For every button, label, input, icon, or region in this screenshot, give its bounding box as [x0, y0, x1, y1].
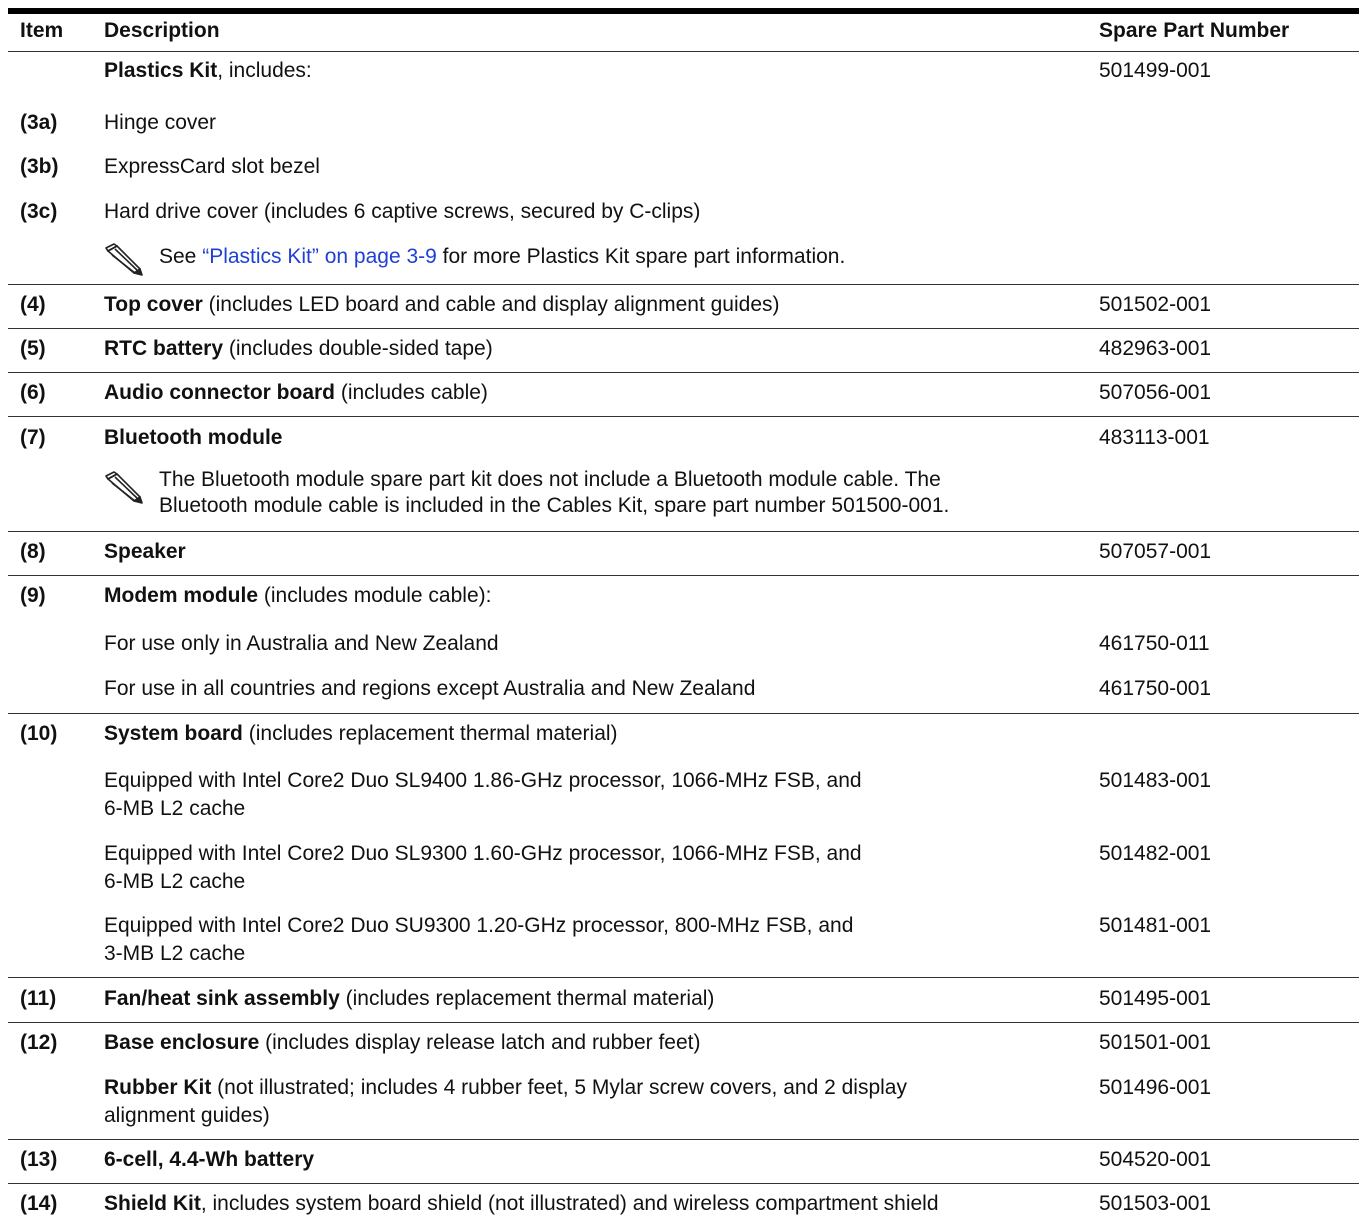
- row-4-item: (4): [20, 293, 46, 316]
- row-separator: [8, 575, 1359, 576]
- row-12-desc: Base enclosure (includes display release latch and rubber feet): [104, 1031, 701, 1054]
- row-8-part: 507057-001: [1099, 540, 1212, 563]
- row-5-part: 482963-001: [1099, 337, 1212, 360]
- row-9-desc: Modem module (includes module cable):: [104, 584, 492, 607]
- row-3c-desc: Hard drive cover (includes 6 captive screws, secured by C-clips): [104, 200, 701, 223]
- row-13-part: 504520-001: [1099, 1148, 1212, 1171]
- row-plastics-kit-desc: Plastics Kit, includes:: [104, 59, 312, 82]
- row-10b-line1: Equipped with Intel Core2 Duo SL9300 1.60-GHz processor, 1066-MHz FSB, and: [104, 842, 862, 865]
- row-8-item: (8): [20, 540, 46, 563]
- row-9a-desc: For use only in Australia and New Zealand: [104, 632, 499, 655]
- row-3b-item: (3b): [20, 155, 59, 178]
- row-3a-desc: Hinge cover: [104, 111, 217, 134]
- row-14-item: (14): [20, 1192, 58, 1215]
- row-7-item: (7): [20, 426, 46, 449]
- row-5-desc: RTC battery (includes double-sided tape): [104, 337, 493, 360]
- row-10c-line1: Equipped with Intel Core2 Duo SU9300 1.20-GHz processor, 800-MHz FSB, and: [104, 914, 854, 937]
- row-9a-part: 461750-011: [1099, 632, 1210, 655]
- row-separator: [8, 1022, 1359, 1023]
- note-bluetooth-line2: Bluetooth module cable is included in the Cables Kit, spare part number 501500-001.: [159, 494, 950, 517]
- note-bluetooth-line1: The Bluetooth module spare part kit does not include a Bluetooth module cable. The: [159, 468, 941, 491]
- row-separator: [8, 372, 1359, 373]
- row-7-desc: Bluetooth module: [104, 426, 283, 449]
- row-10a-part: 501483-001: [1099, 769, 1212, 792]
- row-8-desc: Speaker: [104, 540, 186, 563]
- row-10-item: (10): [20, 722, 58, 745]
- row-10c-line2: 3-MB L2 cache: [104, 942, 246, 965]
- row-10a-line2: 6-MB L2 cache: [104, 797, 246, 820]
- row-14-part: 501503-001: [1099, 1192, 1212, 1215]
- header-spare-part-number: Spare Part Number: [1099, 19, 1290, 42]
- header-item: Item: [20, 19, 64, 42]
- row-9b-part: 461750-001: [1099, 677, 1212, 700]
- row-3a-item: (3a): [20, 111, 58, 134]
- row-rubber-kit-line2: alignment guides): [104, 1104, 270, 1127]
- row-7-part: 483113-001: [1099, 426, 1210, 449]
- row-9-item: (9): [20, 584, 46, 607]
- row-6-desc: Audio connector board (includes cable): [104, 381, 488, 404]
- table-top-rule: [8, 8, 1359, 14]
- row-plastics-kit-part: 501499-001: [1099, 59, 1212, 82]
- row-11-item: (11): [20, 987, 57, 1010]
- note-pencil-icon: [104, 470, 144, 504]
- row-10b-line2: 6-MB L2 cache: [104, 870, 246, 893]
- header-description: Description: [104, 19, 220, 42]
- row-14-desc: Shield Kit, includes system board shield (not illustrated) and wireless compartment shield: [104, 1192, 939, 1215]
- row-rubber-kit-line1: Rubber Kit (not illustrated; includes 4 rubber feet, 5 Mylar screw covers, and 2 display: [104, 1076, 907, 1099]
- row-11-part: 501495-001: [1099, 987, 1212, 1010]
- row-10c-part: 501481-001: [1099, 914, 1212, 937]
- row-3b-desc: ExpressCard slot bezel: [104, 155, 320, 178]
- row-separator: [8, 284, 1359, 285]
- row-13-desc: 6-cell, 4.4-Wh battery: [104, 1148, 315, 1171]
- row-12-item: (12): [20, 1031, 58, 1054]
- row-12-part: 501501-001: [1099, 1031, 1212, 1054]
- row-9b-desc: For use in all countries and regions except Australia and New Zealand: [104, 677, 756, 700]
- row-separator: [8, 531, 1359, 532]
- note-pencil-icon: [104, 242, 144, 276]
- row-separator: [8, 1139, 1359, 1140]
- row-4-part: 501502-001: [1099, 293, 1212, 316]
- row-4-desc: Top cover (includes LED board and cable and display alignment guides): [104, 293, 780, 316]
- row-6-item: (6): [20, 381, 46, 404]
- row-5-item: (5): [20, 337, 46, 360]
- note-plastics-kit: See “Plastics Kit” on page 3-9 for more Plastics Kit spare part information.: [159, 245, 846, 268]
- row-separator: [8, 977, 1359, 978]
- row-rubber-kit-part: 501496-001: [1099, 1076, 1212, 1099]
- row-13-item: (13): [20, 1148, 58, 1171]
- row-11-desc: Fan/heat sink assembly (includes replacement thermal material): [104, 987, 715, 1010]
- row-3c-item: (3c): [20, 200, 58, 223]
- row-6-part: 507056-001: [1099, 381, 1212, 404]
- row-separator: [8, 416, 1359, 417]
- row-10-desc: System board (includes replacement thermal material): [104, 722, 618, 745]
- row-separator: [8, 713, 1359, 714]
- row-separator: [8, 1183, 1359, 1184]
- header-separator: [8, 51, 1359, 52]
- row-separator: [8, 328, 1359, 329]
- row-10b-part: 501482-001: [1099, 842, 1212, 865]
- plastics-kit-page-link[interactable]: “Plastics Kit” on page 3-9: [202, 245, 437, 268]
- row-10a-line1: Equipped with Intel Core2 Duo SL9400 1.86-GHz processor, 1066-MHz FSB, and: [104, 769, 862, 792]
